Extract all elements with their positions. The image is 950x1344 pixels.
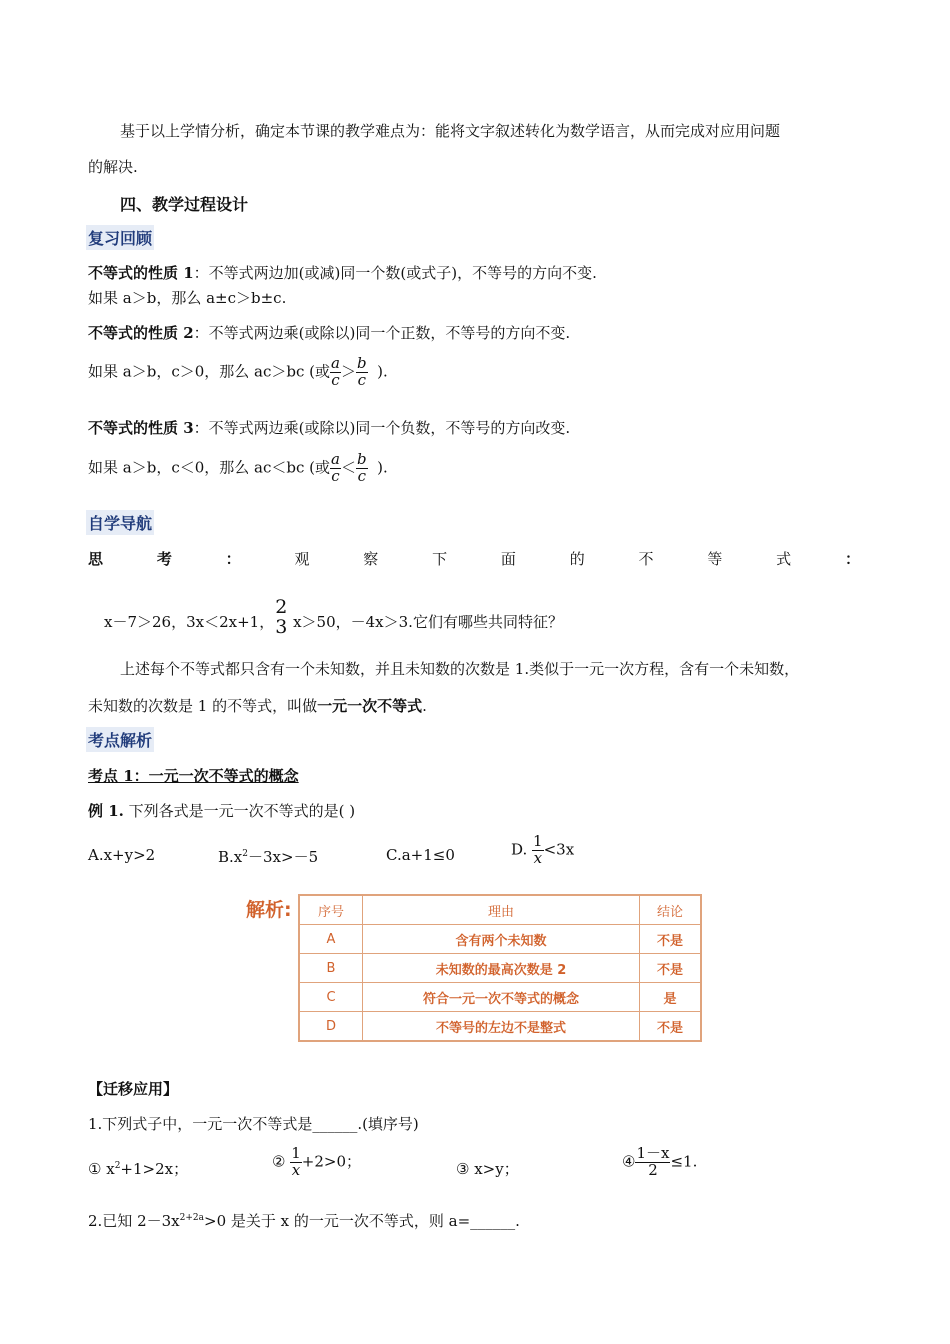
row-verdict: 不是 [640,954,702,983]
inequality-list-pre: x－7＞26，3x＜2x+1， [104,612,275,631]
table-row [299,954,701,983]
property-3-example-pre: 如果 a＞b，c＜0，那么 ac＜bc (或 [88,458,330,477]
example-label: 例 1. [88,802,124,820]
property-2-example [88,356,388,389]
q1-option-1: ① $x^2+1>2x$； [88,1160,189,1178]
fraction-b-over-c: $\frac{b}{c}$ [356,450,367,485]
fraction-a-over-c: $\frac{a}{c}$ [331,450,340,485]
q1-option-2: ② $\frac{1}{x}$ +2>0； [272,1144,362,1179]
property-2-title: 不等式的性质 2 [88,324,194,342]
think-line [88,548,860,569]
row-reason: 含有两个未知数 [363,925,640,954]
think-char: 等 [707,550,723,568]
example-1 [88,800,355,821]
definition-line-2 [88,695,427,716]
think-char: 思 [88,550,104,568]
property-1-example: 如果 a＞b，那么 a±c＞b±c. [88,289,287,307]
row-reason: 不等号的左边不是整式 [363,1012,640,1042]
property-1 [88,262,597,283]
row-reason: 未知数的最高次数是 2 [363,954,640,983]
option-a: A.x+y>2 [88,846,156,864]
definition-post: . [422,697,427,715]
solution-label: 解析: [246,899,292,921]
option-d: D. $\frac{1}{x}$ <3x [511,832,575,867]
intro-line-1: 基于以上学情分析，确定本节课的教学难点为：能将文字叙述转化为数学语言，从而完成对应用问题 [120,122,781,140]
header-verdict: 结论 [640,895,702,925]
example-text: 下列各式是一元一次不等式的是( ) [123,802,356,820]
row-id: C [299,983,363,1012]
think-char: 面 [500,550,516,568]
inequality-list [104,598,563,638]
property-3-example-post: ). [377,458,388,477]
row-verdict: 是 [640,983,702,1012]
table-header-row [299,895,701,925]
property-3-example [88,452,388,485]
option-b: $B.x^2-3x>-5$ [218,848,319,866]
fraction-b-over-c: $\frac{b}{c}$ [356,354,367,389]
fraction-two-thirds: 2 3 [275,596,288,638]
property-2-text: ：不等式两边乘(或除以)同一个正数，不等号的方向不变. [193,324,571,342]
selfstudy-tag: 自学导航 [86,510,154,535]
row-verdict: 不是 [640,925,702,954]
review-tag: 复习回顾 [86,225,154,250]
row-id: A [299,925,363,954]
property-3 [88,417,570,438]
option-c: C.a+1≤0 [386,846,455,864]
property-1-title: 不等式的性质 1 [88,264,194,282]
transfer-title: 【迁移应用】 [88,1080,179,1098]
row-id: D [299,1012,363,1042]
definition-line-1: 上述每个不等式都只含有一个未知数，并且未知数的次数是 1.类似于一元一次方程，含有一个未知数， [120,660,800,678]
definition-pre: 未知数的次数是 1 的不等式，叫做 [88,697,318,715]
solution-table [298,894,702,1042]
q1-option-3: ③ x>y； [456,1160,519,1178]
property-3-text: ：不等式两边乘(或除以)同一个负数，不等号的方向改变. [193,419,571,437]
row-id: B [299,954,363,983]
section-heading: 四、教学过程设计 [120,195,249,214]
header-id: 序号 [299,895,363,925]
think-char: 考 [156,550,172,568]
think-char: 的 [569,550,585,568]
analysis-tag: 考点解析 [86,727,154,752]
fraction-one-over-x: $\frac{1}{x}$ [291,1144,301,1179]
fraction-one-over-x: $\frac{1}{x}$ [533,832,543,867]
property-2-example-post: ). [377,362,388,381]
property-2 [88,322,570,343]
fraction-a-over-c: $\frac{a}{c}$ [331,354,340,389]
row-verdict: 不是 [640,1012,702,1042]
question-2: 2.已知 $2-3x^{2+2a}>0$ 是关于 x 的一元一次不等式，则 a=______. [88,1212,520,1230]
inequality-list-post: x＞50，－4x＞3.它们有哪些共同特征？ [293,612,563,631]
think-char: 式 [776,550,792,568]
think-char: 下 [432,550,448,568]
row-reason: 符合一元一次不等式的概念 [363,983,640,1012]
think-char: 察 [363,550,379,568]
think-char: ： [844,550,860,568]
think-char: ： [225,550,241,568]
fraction-one-minus-x-over-two: $\frac{1-x}{2}$ [636,1144,670,1179]
think-char: 不 [638,550,654,568]
intro-line-2: 的解决. [88,158,138,176]
think-char: 观 [294,550,310,568]
table-row [299,983,701,1012]
definition-term: 一元一次不等式 [317,697,423,715]
point-title: 考点 1：一元一次不等式的概念 [88,767,299,785]
table-row [299,925,701,954]
question-1: 1.下列式子中，一元一次不等式是______.(填序号) [88,1115,419,1133]
header-reason: 理由 [363,895,640,925]
property-3-relation: ＜ [340,458,356,477]
property-2-example-pre: 如果 a＞b，c＞0，那么 ac＞bc (或 [88,362,330,381]
property-2-relation: ＞ [340,362,356,381]
table-row [299,1012,701,1042]
q1-option-4: ④ $\frac{1-x}{2}$ ≤1. [622,1144,698,1179]
property-1-text: ：不等式两边加(或减)同一个数(或式子)，不等号的方向不变. [193,264,597,282]
property-3-title: 不等式的性质 3 [88,419,194,437]
